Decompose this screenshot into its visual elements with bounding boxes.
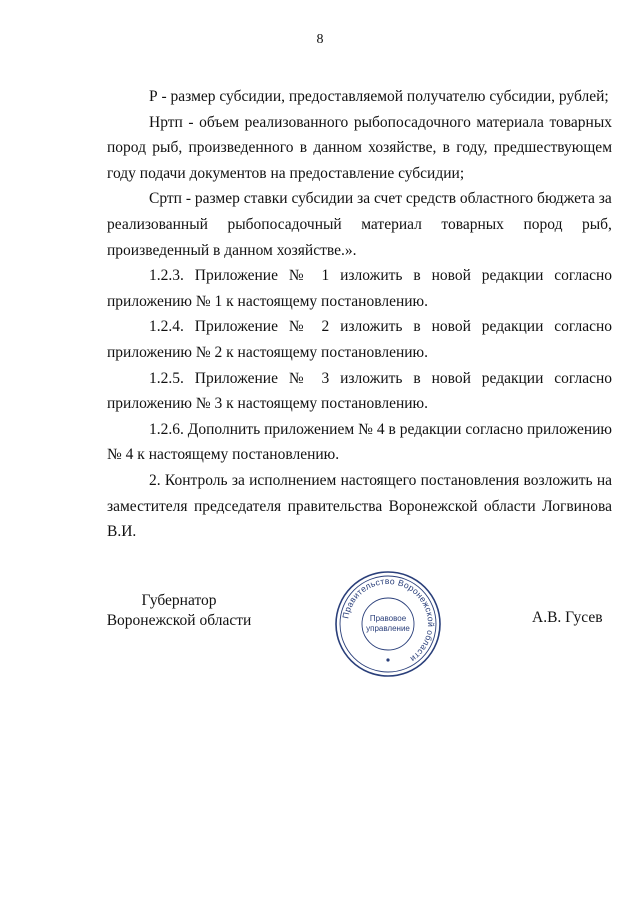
paragraph-p-definition: Р - размер субсидии, предоставляемой получателю субсидии, рублей; xyxy=(149,88,609,105)
word: материал xyxy=(361,215,422,233)
paragraph-srtp-definition: Сртп - размер ставки субсидии за счет средств областного бюджета за xyxy=(149,190,612,208)
stamp-ring-text-path: Правительство Воронежской области xyxy=(340,575,437,665)
stamp-center-line: управление xyxy=(366,624,410,633)
page-number: 8 xyxy=(316,32,324,47)
paragraph-item-2-control: 2. Контроль за исполнением настоящего постановления возложить на заместителя председателя правительства Воронежской области Логвинова В.И. xyxy=(107,471,612,541)
paragraph-item-1-2-6: 1.2.6. Дополнить приложением № 4 в редакции согласно приложению № 4 к настоящему постановлению. xyxy=(107,420,612,464)
word: реализованный xyxy=(107,215,208,233)
signatory-title xyxy=(104,591,254,631)
paragraph-item-1-2-4: 1.2.4. Приложение № 2 изложить в новой редакции согласно приложению № 2 к настоящему постановлению. xyxy=(107,318,612,361)
word: рыб, xyxy=(582,215,612,233)
signatory-title-line: Губернатор xyxy=(141,592,217,609)
paragraph-srtp-continuation xyxy=(107,212,612,238)
paragraph-item-1-2-5: 1.2.5. Приложение № 3 изложить в новой редакции согласно приложению № 3 к настоящему постановлению. xyxy=(107,369,612,413)
document-body xyxy=(107,84,612,545)
stamp-dot xyxy=(386,658,389,661)
word: рыбопосадочный xyxy=(227,215,342,233)
stamp-center-line: Правовое xyxy=(369,614,407,623)
paragraph-item-1-2-3: 1.2.3. Приложение № 1 изложить в новой редакции согласно приложению № 1 к настоящему постановлению. xyxy=(107,267,612,310)
paragraph-nrtp-definition: Нртп - объем реализованного рыбопосадочного материала товарных пород рыб, произведенного в данном хозяйстве, в году, предшествующем году подачи документов на предоставление субсидии; xyxy=(107,113,612,182)
word: пород xyxy=(523,215,563,233)
signatory-title-line: Воронежской области xyxy=(106,612,252,629)
paragraph-srtp-ending: произведенный в данном хозяйстве.». xyxy=(107,241,357,259)
word: товарных xyxy=(441,215,504,233)
signatory-name: А.В. Гусев xyxy=(532,609,603,626)
official-stamp xyxy=(333,569,443,679)
